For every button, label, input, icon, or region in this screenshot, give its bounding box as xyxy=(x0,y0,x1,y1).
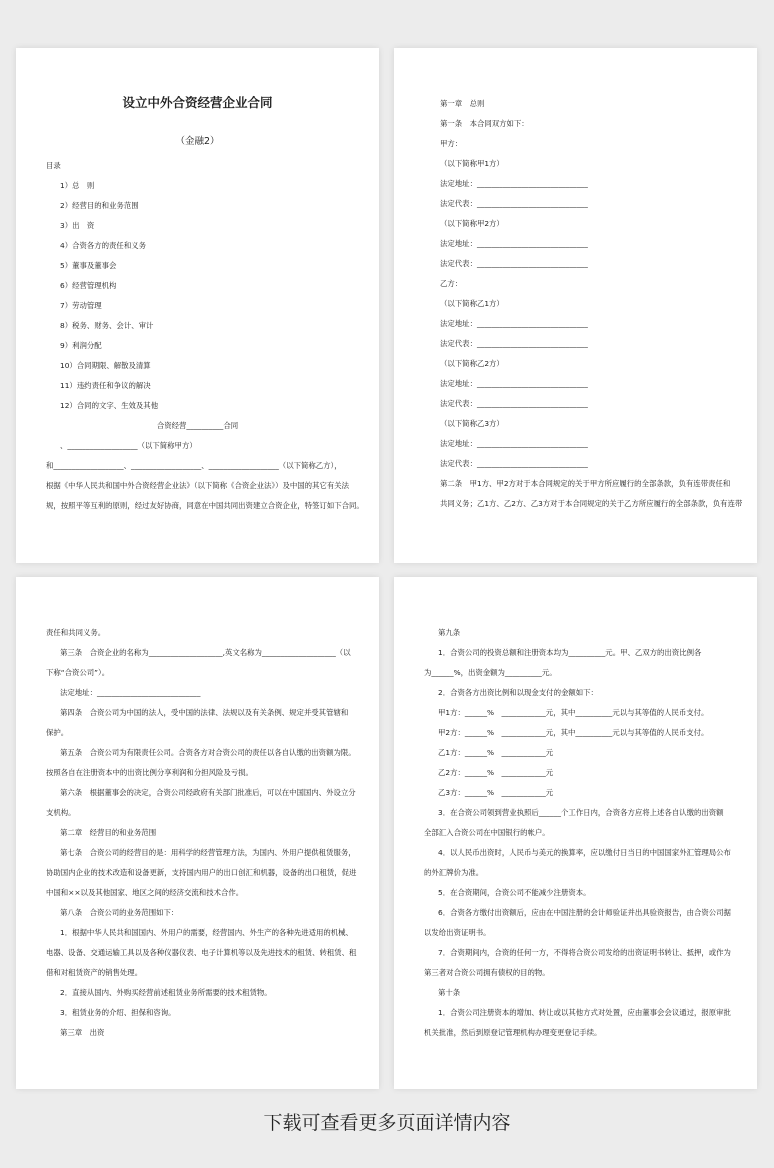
body-line: 以发给出资证明书。 xyxy=(424,928,491,937)
body-line: 第六条 根据董事会的决定，合资公司经政府有关部门批准后，可以在中国国内、外设立分 xyxy=(60,788,356,797)
body-line: 1．根据中华人民共和国国内、外用户的需要，经营国内、外生产的各种先进适用的机械、 xyxy=(60,928,353,937)
body-line: 支机构。 xyxy=(46,808,76,817)
body-line: 的外汇牌价为准。 xyxy=(424,868,484,877)
toc-heading: 目录 xyxy=(46,161,61,170)
body-line: 7．合资期间内，合资的任何一方，不得将合资公司发给的出资证明书转让、抵押，或作为 xyxy=(438,948,731,957)
body-line: 下称“合资公司”）。 xyxy=(46,668,110,677)
body-line: 乙1方：______% ____________元 xyxy=(438,748,554,757)
chapter-heading: 第二章 经营目的和业务范围 xyxy=(60,828,157,837)
body-line: （以下简称乙3方） xyxy=(440,419,504,428)
body-line: 机关批准，然后到原登记管理机构办理变更登记手续。 xyxy=(424,1028,602,1037)
body-line: 协助国内企业的技术改造和设备更新，支持国内用户的出口创汇和机器，设备的出口租赁，促进 xyxy=(46,868,357,877)
body-line: 、___________________（以下简称甲方） xyxy=(60,441,197,450)
body-line: 电器、设备、交通运输工具以及各种仪器仪表、电子计算机等以及先进技术的租赁、转租赁、租 xyxy=(46,948,357,957)
body-line: 为______%，出资金额为__________元。 xyxy=(424,668,557,677)
body-line: 法定代表：______________________________ xyxy=(440,199,588,208)
article-heading: 第九条 xyxy=(438,628,461,637)
body-line: 借和对租赁资产的销售处理。 xyxy=(46,968,143,977)
body-line: 1．合资公司的投资总额和注册资本均为__________元。甲、乙双方的出资比例各 xyxy=(438,648,702,657)
body-line: 法定代表：______________________________ xyxy=(440,459,588,468)
body-line: 中国和××以及其他国家、地区之间的经济交流和技术合作。 xyxy=(46,888,244,897)
toc-item: 4）合资各方的责任和义务 xyxy=(60,241,147,250)
body-line: 6．合资各方缴付出资额后，应由在中国注册的会计师验证并出具验资报告，由合资公司据 xyxy=(438,908,731,917)
document-page-1 xyxy=(16,48,379,563)
body-line: 法定代表：______________________________ xyxy=(440,399,588,408)
toc-item: 9）利润分配 xyxy=(60,341,102,350)
toc-item: 1）总 则 xyxy=(60,181,95,190)
body-line: 法定地址：______________________________ xyxy=(440,239,588,248)
body-line: （以下简称乙1方） xyxy=(440,299,504,308)
body-line: 2．合资各方出资比例和以现金支付的金额如下： xyxy=(438,688,598,697)
body-line: 法定地址：____________________________ xyxy=(60,688,201,697)
toc-item: 8）税务、财务、会计、审计 xyxy=(60,321,154,330)
document-page-2 xyxy=(394,48,757,563)
chapter-heading: 第一章 总则 xyxy=(440,99,485,108)
toc-item: 2）经营目的和业务范围 xyxy=(60,201,139,210)
body-line: 乙3方：______% ____________元 xyxy=(438,788,554,797)
body-line: 4．以人民币出资时，人民币与美元的换算率，应以缴付日当日的中国国家外汇管理局公布 xyxy=(438,848,731,857)
toc-item: 7）劳动管理 xyxy=(60,301,102,310)
toc-item: 10）合同期限、解散及清算 xyxy=(60,361,151,370)
body-line: 2．直接从国内、外购买经营前述租赁业务所需要的技术租赁物。 xyxy=(60,988,272,997)
body-line: 甲方： xyxy=(440,139,463,148)
contract-heading: 合资经营__________合同 xyxy=(156,421,239,430)
body-line: 共同义务；乙1方、乙2方、乙3方对于本合同规定的关于乙方所应履行的全部条款，负有连带 xyxy=(440,499,743,508)
toc-item: 3）出 资 xyxy=(60,221,95,230)
body-line: 甲1方：______% ____________元，其中__________元以与其等值的人民币支付。 xyxy=(438,708,709,717)
body-line: 乙方： xyxy=(440,279,463,288)
body-line: （以下简称乙2方） xyxy=(440,359,504,368)
body-line: 法定地址：______________________________ xyxy=(440,379,588,388)
body-line: 第五条 合资公司为有限责任公司。合资各方对合资公司的责任以各自认缴的出资额为限。 xyxy=(60,748,356,757)
document-subtitle: （金融2） xyxy=(175,136,220,147)
body-line: 全部汇入合资公司在中国银行的帐户。 xyxy=(424,828,550,837)
body-line: 3．租赁业务的介绍、担保和咨询。 xyxy=(60,1008,176,1017)
body-line: 保护。 xyxy=(46,728,69,737)
body-line: 第四条 合资公司为中国的法人，受中国的法律、法规以及有关条例、规定并受其管辖和 xyxy=(60,708,349,717)
body-line: 法定代表：______________________________ xyxy=(440,339,588,348)
body-line: 法定地址：______________________________ xyxy=(440,179,588,188)
body-line: 甲2方：______% ____________元，其中__________元以与其等值的人民币支付。 xyxy=(438,728,709,737)
body-line: 第二条 甲1方、甲2方对于本合同规定的关于甲方所应履行的全部条款，负有连带责任和 xyxy=(440,479,731,488)
download-more-caption: 下载可查看更多页面详情内容 xyxy=(263,1112,511,1134)
body-line: 责任和共同义务。 xyxy=(46,628,106,637)
document-page-4 xyxy=(394,577,757,1089)
body-line: 规，按照平等互利的原则，经过友好协商，同意在中国共同出资建立合资企业，特签订如下合同。 xyxy=(46,501,364,510)
body-line: 5．在合资期间，合资公司不能减少注册资本。 xyxy=(438,888,591,897)
toc-item: 6）经营管理机构 xyxy=(60,281,117,290)
toc-item: 5）董事及董事会 xyxy=(60,261,117,270)
body-line: 第三者对合资公司拥有债权的目的物。 xyxy=(424,968,550,977)
document-page-3 xyxy=(16,577,379,1089)
body-line: 3．在合资公司领到营业执照后______个工作日内，合资各方应将上述各自认缴的出资额 xyxy=(438,808,724,817)
body-line: 按照各自在注册资本中的出资比例分享利润和分担风险及亏损。 xyxy=(46,768,253,777)
body-line: 法定地址：______________________________ xyxy=(440,319,588,328)
toc-item: 11）违约责任和争议的解决 xyxy=(60,381,151,390)
body-line: 法定地址：______________________________ xyxy=(440,439,588,448)
body-line: 第一条 本合同双方如下： xyxy=(440,119,529,128)
body-line: 和___________________、___________________、___________________（以下简称乙方）， xyxy=(46,461,342,470)
body-line: 根据《中华人民共和国中外合资经营企业法》（以下简称《合资企业法》）及中国的其它有关法 xyxy=(46,481,350,490)
body-line: 法定代表：______________________________ xyxy=(440,259,588,268)
toc-item: 12）合同的文字、生效及其他 xyxy=(60,401,159,410)
body-line: （以下简称甲1方） xyxy=(440,159,504,168)
body-line: 1．合资公司注册资本的增加、转让或以其他方式对处置，应由董事会会议通过，报原审批 xyxy=(438,1008,731,1017)
body-line: 第七条 合资公司的经营目的是：用科学的经营管理方法，为国内、外用户提供租赁服务， xyxy=(60,848,356,857)
body-line: 乙2方：______% ____________元 xyxy=(438,768,554,777)
chapter-heading: 第三章 出资 xyxy=(60,1028,105,1037)
document-title: 设立中外合资经营企业合同 xyxy=(122,95,273,110)
article-heading: 第十条 xyxy=(438,988,461,997)
body-line: 第八条 合资公司的业务范围如下： xyxy=(60,908,179,917)
body-line: 第三条 合资企业的名称为____________________,英文名称为____________________（以 xyxy=(60,648,351,657)
body-line: （以下简称甲2方） xyxy=(440,219,504,228)
